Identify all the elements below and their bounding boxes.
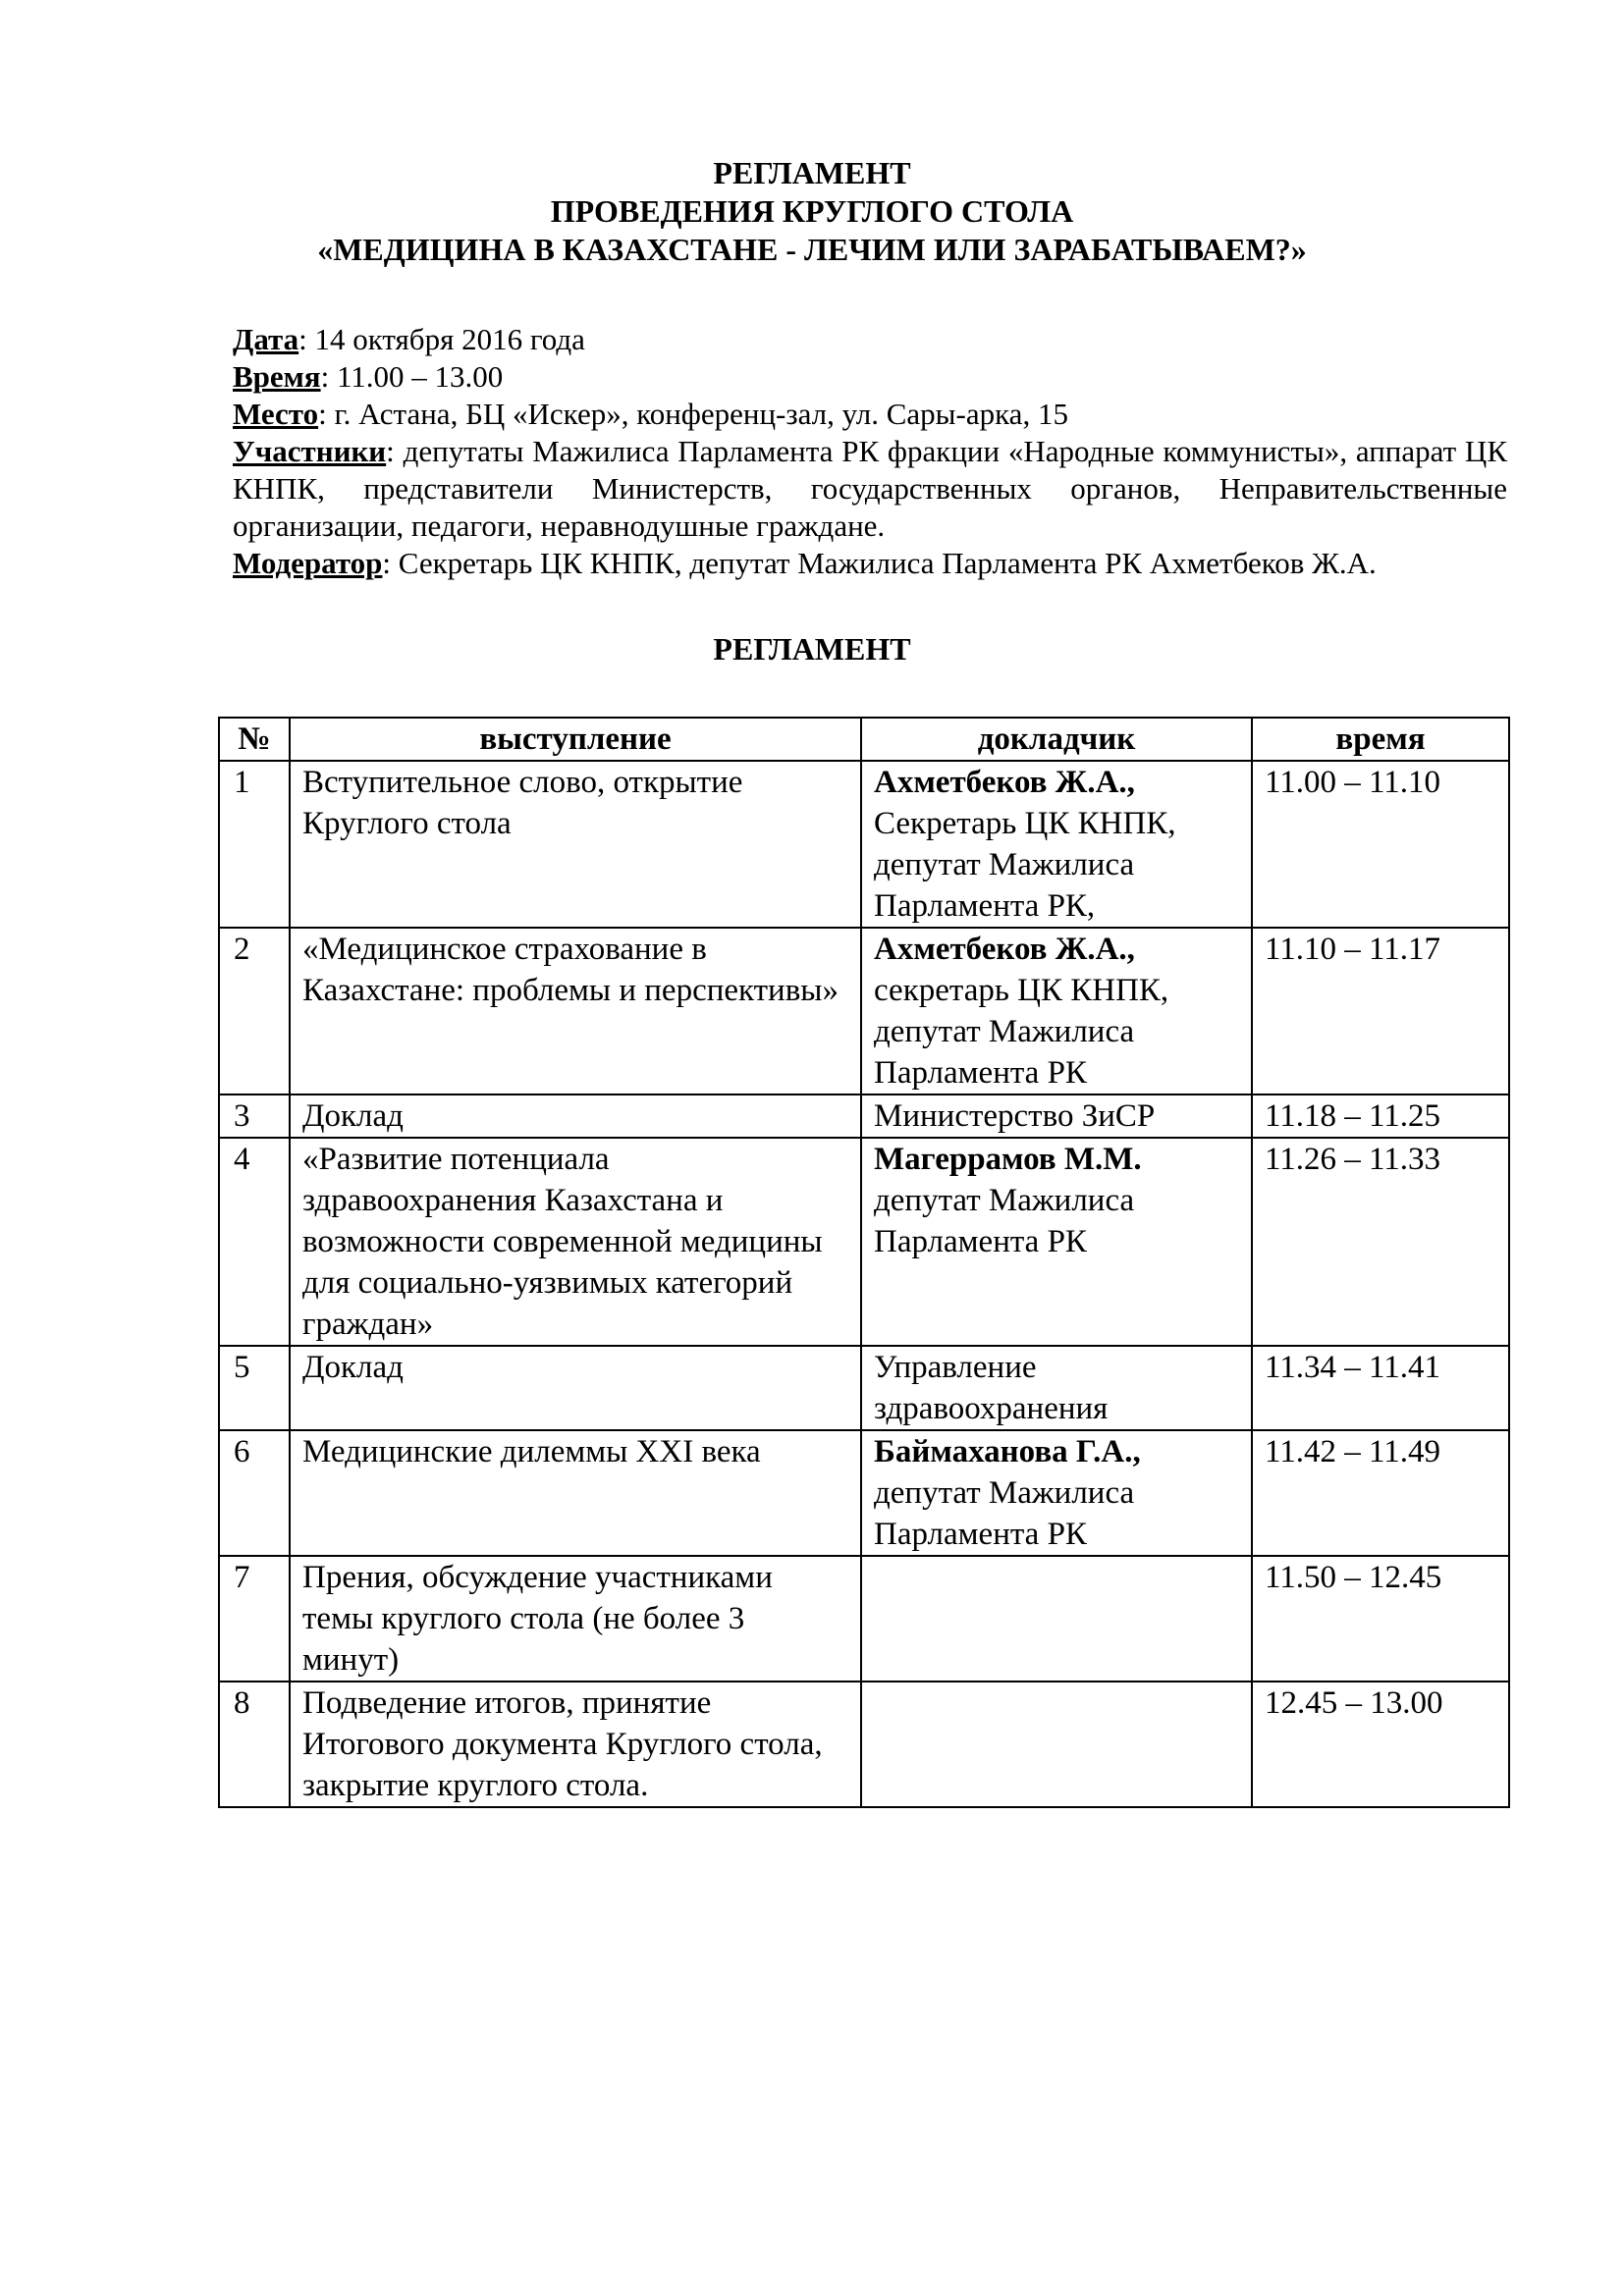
speaker-name: Баймаханова Г.А., bbox=[874, 1434, 1141, 1469]
participants-row bbox=[233, 433, 1507, 545]
header-talk: выступление bbox=[290, 718, 861, 761]
row-speaker bbox=[861, 1095, 1252, 1138]
table-row bbox=[219, 761, 1509, 928]
row-speaker bbox=[861, 1682, 1252, 1807]
header-time: время bbox=[1252, 718, 1509, 761]
table-row bbox=[219, 1095, 1509, 1138]
table-header-row bbox=[219, 718, 1509, 761]
header-speaker: докладчик bbox=[861, 718, 1252, 761]
row-num: 5 bbox=[219, 1346, 290, 1430]
schedule-heading: РЕГЛАМЕНТ bbox=[713, 631, 911, 667]
row-speaker bbox=[861, 761, 1252, 928]
row-talk: «Развитие потенциала здравоохранения Казахстана и возможности современной медицины для социально-уязвимых категорий граждан» bbox=[290, 1138, 861, 1346]
row-speaker bbox=[861, 1430, 1252, 1556]
moderator-value: : Секретарь ЦК КНПК, депутат Мажилиса Парламента РК Ахметбеков Ж.А. bbox=[382, 546, 1377, 580]
speaker-details: депутат Мажилиса Парламента РК bbox=[874, 1475, 1135, 1552]
row-talk: Вступительное слово, открытие Круглого стола bbox=[290, 761, 861, 928]
schedule-table bbox=[218, 717, 1510, 1808]
place-value: : г. Астана, БЦ «Искер», конференц-зал, ул. Сары-арка, 15 bbox=[318, 397, 1068, 431]
table-row bbox=[219, 1430, 1509, 1556]
row-speaker bbox=[861, 928, 1252, 1095]
row-num: 8 bbox=[219, 1682, 290, 1807]
speaker-details: Министерство ЗиСР bbox=[874, 1098, 1156, 1134]
row-time: 11.10 – 11.17 bbox=[1252, 928, 1509, 1095]
row-time: 11.42 – 11.49 bbox=[1252, 1430, 1509, 1556]
speaker-details: Секретарь ЦК КНПК, депутат Мажилиса Парламента РК, bbox=[874, 806, 1176, 924]
date-row bbox=[233, 321, 1507, 358]
speaker-details: Управление здравоохранения bbox=[874, 1350, 1109, 1426]
time-label: Время bbox=[233, 359, 321, 394]
moderator-label: Модератор bbox=[233, 546, 383, 580]
date-label: Дата bbox=[233, 322, 299, 356]
table-row bbox=[219, 1682, 1509, 1807]
participants-value: : депутаты Мажилиса Парламента РК фракции «Народные коммунисты», аппарат ЦК КНПК, представители Министерств, государственных органов, Неправительственные организации, педагоги, неравнодушные граждане. bbox=[233, 434, 1507, 543]
moderator-row bbox=[233, 545, 1507, 582]
row-num: 4 bbox=[219, 1138, 290, 1346]
row-speaker bbox=[861, 1346, 1252, 1430]
table-row bbox=[219, 1138, 1509, 1346]
row-talk: Прения, обсуждение участниками темы круглого стола (не более 3 минут) bbox=[290, 1556, 861, 1682]
participants-label: Участники bbox=[233, 434, 387, 468]
table-row bbox=[219, 1346, 1509, 1430]
table-row bbox=[219, 1556, 1509, 1682]
row-talk: Подведение итогов, принятие Итогового документа Круглого стола, закрытие круглого стола. bbox=[290, 1682, 861, 1807]
row-time: 11.18 – 11.25 bbox=[1252, 1095, 1509, 1138]
row-time: 11.00 – 11.10 bbox=[1252, 761, 1509, 928]
time-row bbox=[233, 358, 1507, 396]
document-title bbox=[0, 154, 1624, 269]
row-num: 3 bbox=[219, 1095, 290, 1138]
row-num: 7 bbox=[219, 1556, 290, 1682]
row-speaker bbox=[861, 1556, 1252, 1682]
row-num: 2 bbox=[219, 928, 290, 1095]
speaker-name: Ахметбеков Ж.А., bbox=[874, 765, 1135, 800]
row-speaker bbox=[861, 1138, 1252, 1346]
place-label: Место bbox=[233, 397, 319, 431]
row-talk: «Медицинское страхование в Казахстане: проблемы и перспективы» bbox=[290, 928, 861, 1095]
event-info bbox=[233, 321, 1507, 582]
row-time: 12.45 – 13.00 bbox=[1252, 1682, 1509, 1807]
row-num: 1 bbox=[219, 761, 290, 928]
date-value: : 14 октября 2016 года bbox=[298, 322, 585, 356]
header-num: № bbox=[219, 718, 290, 761]
row-talk: Доклад bbox=[290, 1346, 861, 1430]
row-time: 11.34 – 11.41 bbox=[1252, 1346, 1509, 1430]
row-talk: Медицинские дилеммы XXI века bbox=[290, 1430, 861, 1556]
row-time: 11.26 – 11.33 bbox=[1252, 1138, 1509, 1346]
place-row bbox=[233, 396, 1507, 433]
speaker-name: Ахметбеков Ж.А., bbox=[874, 932, 1135, 967]
row-talk: Доклад bbox=[290, 1095, 861, 1138]
title-line-2: ПРОВЕДЕНИЯ КРУГЛОГО СТОЛА bbox=[550, 193, 1074, 229]
time-value: : 11.00 – 13.00 bbox=[320, 359, 504, 394]
row-time: 11.50 – 12.45 bbox=[1252, 1556, 1509, 1682]
table-row bbox=[219, 928, 1509, 1095]
speaker-details: депутат Мажилиса Парламента РК bbox=[874, 1183, 1135, 1259]
speaker-details: секретарь ЦК КНПК, депутат Мажилиса Парламента РК bbox=[874, 973, 1169, 1091]
title-line-3: «МЕДИЦИНА В КАЗАХСТАНЕ - ЛЕЧИМ ИЛИ ЗАРАБАТЫВАЕМ?» bbox=[317, 232, 1307, 267]
title-line-1: РЕГЛАМЕНТ bbox=[713, 155, 911, 190]
row-num: 6 bbox=[219, 1430, 290, 1556]
speaker-name: Магеррамов М.М. bbox=[874, 1142, 1142, 1177]
